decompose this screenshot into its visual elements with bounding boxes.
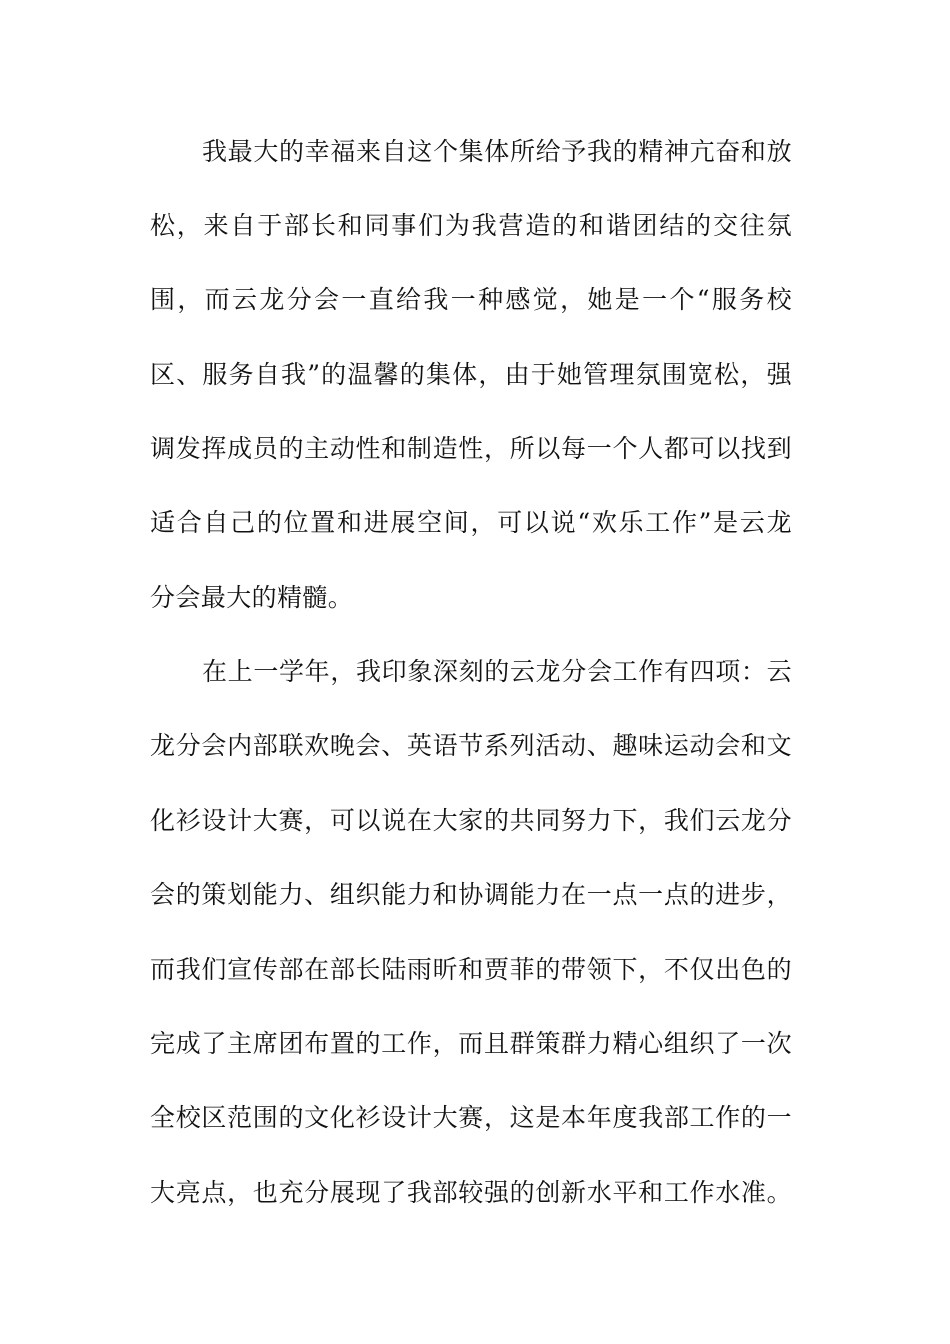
paragraph-1-line-6: 适合自己的位置和进展空间，可以说“欢乐工作”是云龙 <box>150 508 792 537</box>
paragraph-1-line-3: 围，而云龙分会一直给我一种感觉，她是一个“服务校 <box>150 285 792 314</box>
paragraph-2-line-2: 龙分会内部联欢晚会、英语节系列活动、趣味运动会和文 <box>150 731 792 760</box>
paragraph-2-line-7: 全校区范围的文化衫设计大赛，这是本年度我部工作的一 <box>150 1103 792 1132</box>
paragraph-1-line-1: 我最大的幸福来自这个集体所给予我的精神亢奋和放 <box>202 137 792 166</box>
paragraph-1-line-7: 分会最大的精髓。 <box>150 583 354 612</box>
paragraph-2-line-1: 在上一学年，我印象深刻的云龙分会工作有四项：云 <box>202 657 792 686</box>
paragraph-1-line-5: 调发挥成员的主动性和制造性，所以每一个人都可以找到 <box>150 434 792 463</box>
paragraph-1-line-4: 区、服务自我”的温馨的集体，由于她管理氛围宽松，强 <box>150 360 792 389</box>
paragraph-2-line-4: 会的策划能力、组织能力和协调能力在一点一点的进步， <box>150 880 792 909</box>
paragraph-2-line-6: 完成了主席团布置的工作，而且群策群力精心组织了一次 <box>150 1029 792 1058</box>
paragraph-2-line-5: 而我们宣传部在部长陆雨昕和贾菲的带领下，不仅出色的 <box>150 955 792 984</box>
paragraph-2-line-8: 大亮点，也充分展现了我部较强的创新水平和工作水准。 <box>150 1178 792 1207</box>
paragraph-1-line-2: 松，来自于部长和同事们为我营造的和谐团结的交往氛 <box>150 211 792 240</box>
paragraph-2-line-3: 化衫设计大赛，可以说在大家的共同努力下，我们云龙分 <box>150 806 792 835</box>
